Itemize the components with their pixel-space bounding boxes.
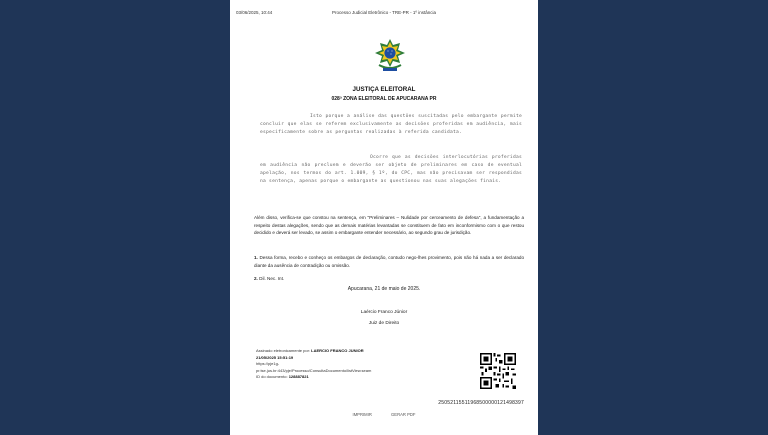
print-datetime: 03/06/2025, 10:44 xyxy=(236,10,273,15)
signature-url-1[interactable]: https://pje1g- xyxy=(256,361,280,367)
print-header xyxy=(236,10,532,15)
generate-pdf-button[interactable]: GERAR PDF xyxy=(391,412,416,417)
brazil-coat-of-arms-icon xyxy=(374,38,406,74)
decision-item-1 xyxy=(254,254,524,269)
item-number: 1. xyxy=(254,255,258,260)
signer-role: Juiz de Direito xyxy=(368,321,400,326)
electronic-signature-block xyxy=(256,348,456,381)
print-system-title: Processo Judicial Eletrônico - TRE-PR - 1º instância xyxy=(331,10,437,15)
document-id: 128887821 xyxy=(288,374,309,380)
item-number: 2. xyxy=(254,276,258,281)
footer-actions xyxy=(230,412,538,417)
document-id-label: ID do documento: xyxy=(256,374,289,380)
quoted-paragraph-2: Ocorre que as decisões interlocutórias proferidas em audiência não precluem e deverão ser objeto de preliminares em caso de eventual apelação, nos termos do art. 1.009, § 1º, do CPC, mas não precisavam ser respondidas na sentença, apenas porque o embargante as questionou nas suas alegações finais. xyxy=(260,155,522,185)
signature-url-2[interactable]: pr.tse.jus.br:443/pje/Processo/ConsultaDocumento/listView.seam xyxy=(256,367,372,373)
signer-name: Laércio Franco Júnior xyxy=(360,310,408,315)
place-date: Apucarana, 21 de maio de 2025. xyxy=(347,286,421,292)
document-verification-code: 25052115511968500000121498397 xyxy=(438,400,524,406)
qr-code-icon xyxy=(480,353,516,389)
item-text: Dessa forma, recebo e conheço os embargos de declaração, contudo nego-lhes provimento, pois não há nada a ser declarado diante da ausência de contradição ou omissão. xyxy=(254,255,524,268)
signature-label: Assinado eletronicamente por: xyxy=(256,348,312,353)
signature-name: LAERCIO FRANCO JUNIOR xyxy=(311,348,364,353)
document-page xyxy=(230,0,538,435)
electoral-zone: 028ª ZONA ELEITORAL DE APUCARANA PR xyxy=(331,96,437,102)
body-paragraph-1: Além disso, verifica-se que constou na sentença, em "Preliminares – Nulidade por cerceamento de defesa", a fundamentação a respeito destas alegações, sendo que as demais matérias levantadas se constituem de fato em inconformismo com o que restou decidido e deverá ser levado, se assim o embargante entender necessário, ao segundo grau de jurisdição. xyxy=(254,215,524,236)
decision-item-2 xyxy=(254,275,524,283)
quoted-paragraph-1: Isto porque a análise das questões suscitadas pelo embargante permite concluir que elas se referem exclusivamente as decisões proferidas em audiência, mais especificamente sobre as perguntas realizadas à referida candidata. xyxy=(260,114,522,136)
signature-datetime: 21/05/2025 15:51:19 xyxy=(256,354,294,360)
item-text: Dil. Nec. Int. xyxy=(257,276,285,281)
court-name: JUSTIÇA ELEITORAL xyxy=(352,86,416,93)
print-button[interactable]: IMPRIMIR xyxy=(352,412,372,417)
